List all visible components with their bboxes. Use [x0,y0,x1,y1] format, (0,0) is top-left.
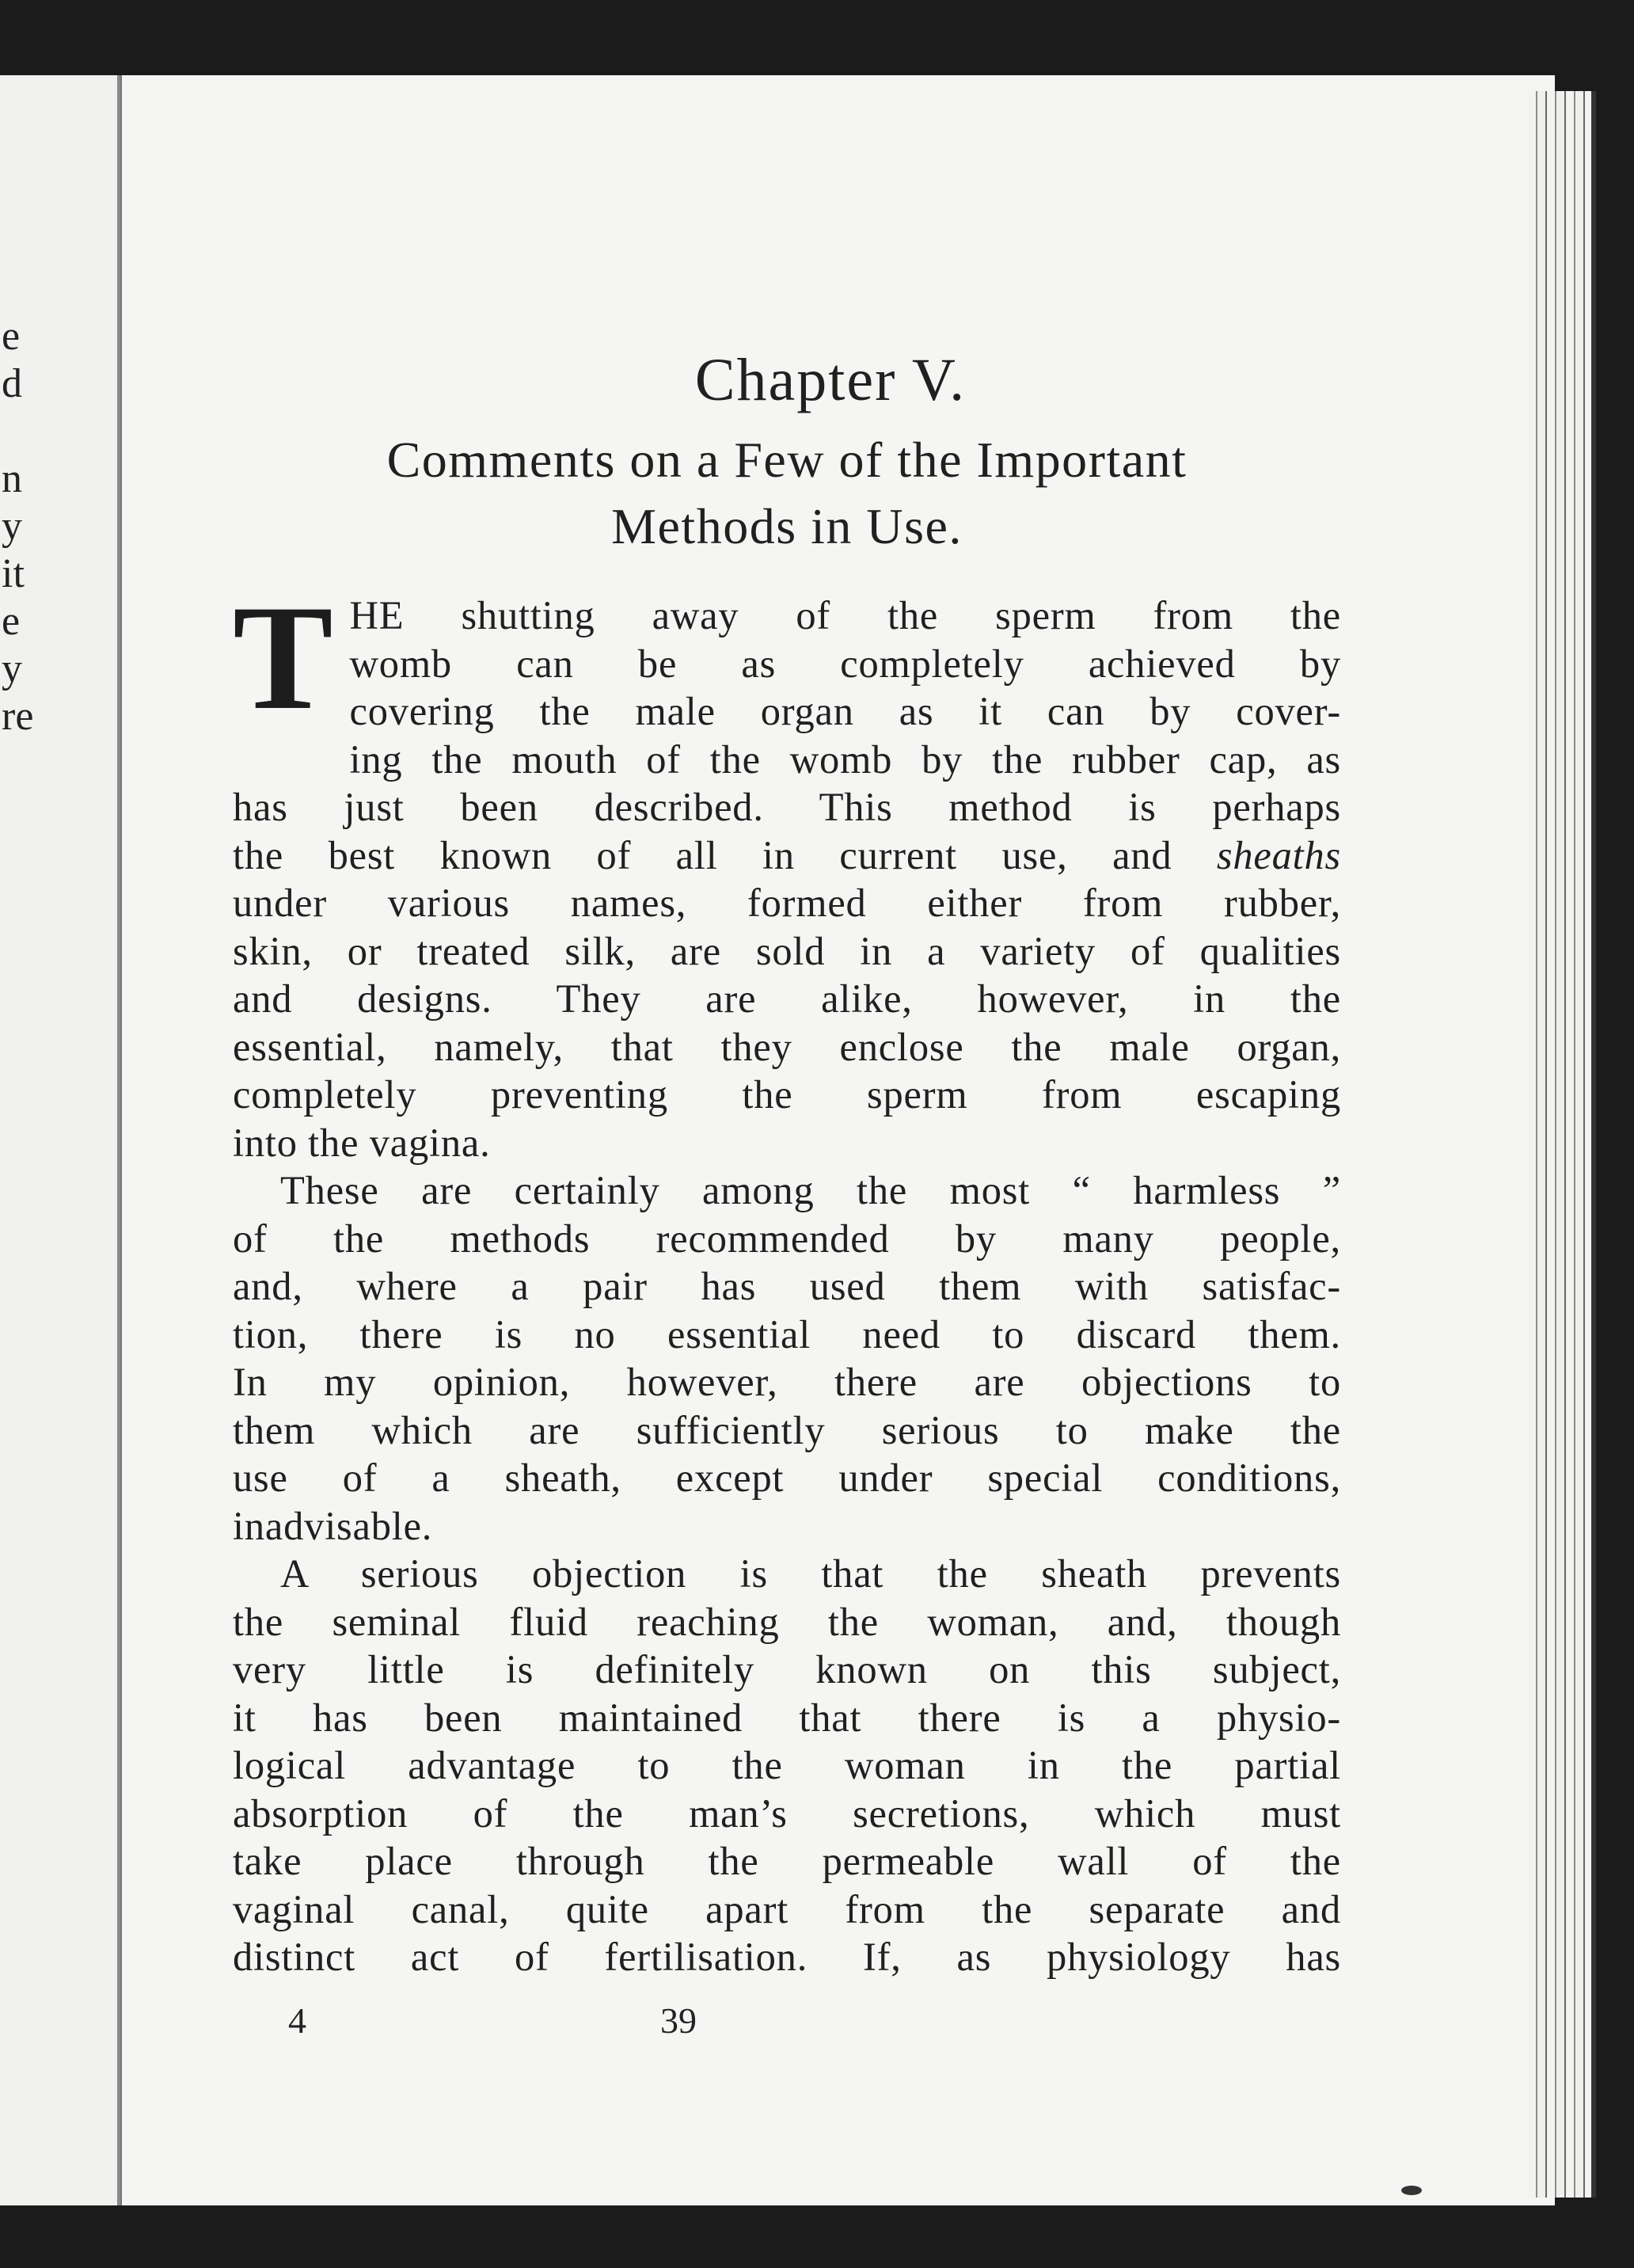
text-line: skin, or treated silk, are sold in a variety of qualities [233,928,1341,973]
text-line: HE shutting away of the sperm from the [349,593,1341,637]
text-line: and designs. They are alike, however, in the [233,976,1341,1021]
section-title [233,427,1341,560]
text-line: into the vagina. [233,1120,491,1165]
chapter-title: Chapter V. [694,347,967,413]
text-line: essential, namely, that they enclose the male organ, [233,1024,1341,1069]
paragraph-3 [233,1550,1341,1981]
text-line: vaginal canal, quite apart from the separate and [233,1886,1341,1931]
text-line: distinct act of fertilisation. If, as physiology has [233,1935,1341,1979]
text-line: the seminal fluid reaching the woman, and, though [233,1599,1341,1644]
left-fragment: re [2,694,34,739]
text-line: logical advantage to the woman in the partial [233,1743,1341,1787]
page-number: 39 [660,2000,697,2041]
page-stack-edge [1528,91,1596,2198]
text-line: under various names, formed either from rubber, [233,881,1341,925]
drop-cap: T [233,575,334,741]
text-line: absorption of the man’s secretions, which must [233,1790,1341,1836]
dust-speck [1401,2186,1422,2195]
left-fragment: y [2,504,22,549]
text-line: These are certainly among the most “ harmless ” [280,1168,1341,1212]
left-page-text-fragments [0,313,117,740]
italic-word-sheaths: sheaths [1216,832,1341,877]
signature-mark: 4 [288,2000,306,2041]
book-page [120,75,1555,2205]
text-line: A serious objection is that the sheath prevents [280,1551,1341,1596]
text-line: them which are sufficiently serious to make the [233,1407,1341,1452]
text-line: very little is definitely known on this subject, [233,1647,1341,1691]
left-fragment: it [2,551,25,596]
text-line: covering the male organ as it can by cover- [349,689,1341,733]
page-text-block [233,344,1341,1981]
text-line: completely preventing the sperm from escaping [233,1072,1341,1117]
text-line: it has been maintained that there is a physio- [233,1695,1341,1740]
text-line: ing the mouth of the womb by the rubber cap, as [349,736,1341,782]
text-line: In my opinion, however, there are objections to [233,1360,1341,1404]
text-line-with-italic [233,831,1341,880]
text-line: womb can be as completely achieved by [349,641,1341,686]
text-line: tion, there is no essential need to discard them. [233,1311,1341,1357]
paragraph-1 [233,575,1341,1166]
text-line: use of a sheath, except under special conditions, [233,1456,1341,1500]
section-title-line-2: Methods in Use. [611,498,963,554]
left-fragment: y [2,646,22,691]
text-fragment: the best known of all in current use, and [233,832,1217,877]
left-fragment: n [2,456,22,501]
section-title-line-1: Comments on a Few of the Important [386,432,1188,488]
left-fragment: e [2,599,21,644]
left-fragment: e [2,314,21,359]
left-page-edge [0,75,120,2205]
text-line: has just been described. This method is perhaps [233,785,1341,829]
text-line: take place through the permeable wall of the [233,1839,1341,1883]
text-line: inadvisable. [233,1503,433,1548]
text-line: and, where a pair has used them with satisfac- [233,1264,1341,1308]
text-line: of the methods recommended by many people, [233,1216,1341,1261]
paragraph-2 [233,1166,1341,1550]
left-fragment: d [2,361,22,406]
